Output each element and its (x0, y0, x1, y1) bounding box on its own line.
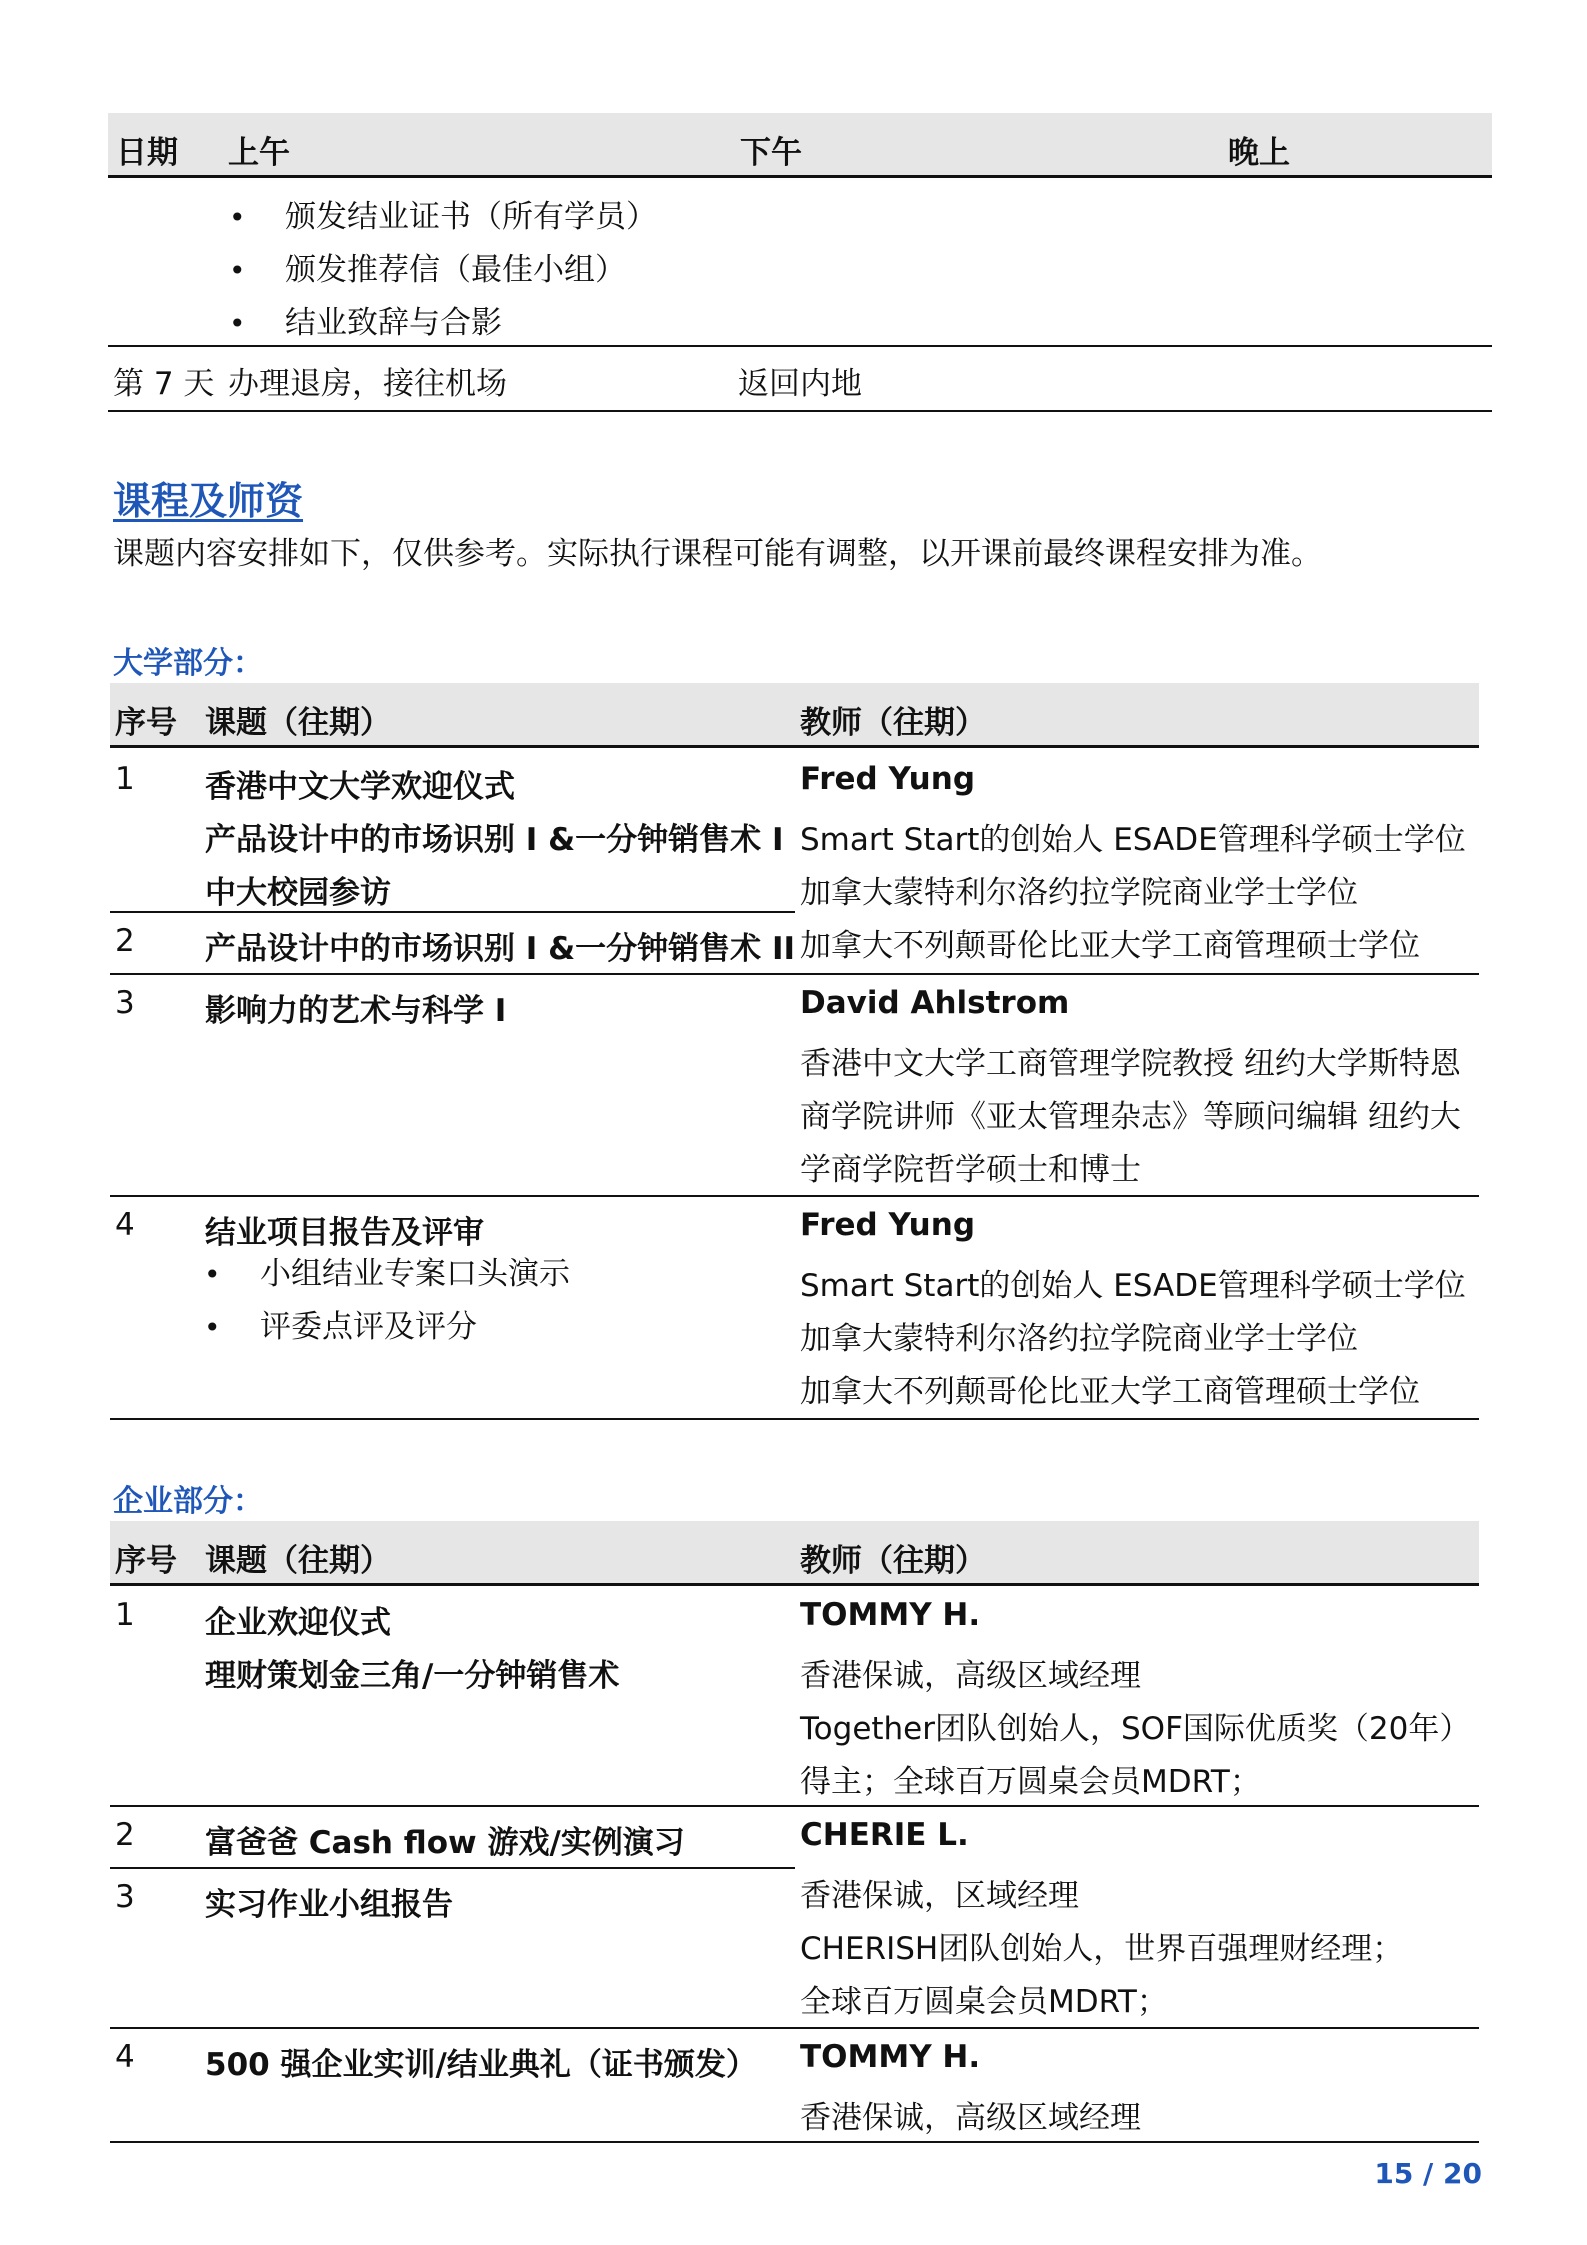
header-topic: 课题（往期） (205, 1543, 391, 1579)
header-evening: 晚上 (1228, 135, 1290, 171)
teacher-bio-line: 加拿大不列颠哥伦比亚大学工商管理硕士学位 (800, 928, 1420, 964)
list-item: • 小组结业专案口头演示 (260, 1248, 570, 1301)
teacher-bio-line: Together团队创始人，SOF国际优质奖（20年） (800, 1711, 1471, 1747)
ceremony-bullet-list (285, 191, 657, 350)
day7-date: 第 7 天 (113, 366, 215, 402)
header-no: 序号 (115, 705, 177, 741)
teacher-name: Fred Yung (800, 761, 976, 797)
topic-line: 影响力的艺术与科学 I (205, 993, 507, 1029)
schedule-row-continued (108, 178, 1492, 347)
row-number: 4 (115, 2039, 135, 2075)
day7-afternoon: 返回内地 (738, 366, 862, 402)
teacher-bio-line: CHERISH团队创始人，世界百强理财经理； (800, 1931, 1404, 1967)
teacher-name: Fred Yung (800, 1207, 976, 1243)
topic-line: 富爸爸 Cash flow 游戏/实例演习 (205, 1825, 685, 1861)
topic-line: 香港中文大学欢迎仪式 (205, 769, 515, 805)
section-title: 课程及师资 (113, 479, 304, 523)
schedule-header-row (108, 113, 1492, 178)
header-no: 序号 (115, 1543, 177, 1579)
teacher-name: TOMMY H. (800, 2039, 981, 2075)
list-item: • 颁发推荐信（最佳小组） (285, 244, 657, 297)
page-number: 15 / 20 (1374, 2157, 1482, 2190)
topic-line: 实习作业小组报告 (205, 1887, 453, 1923)
row-number: 1 (115, 761, 135, 797)
row-divider (110, 2027, 1479, 2029)
row-divider (110, 911, 795, 913)
teacher-bio-line: 香港保诚，高级区域经理 (800, 2100, 1141, 2136)
row-number: 3 (115, 1879, 135, 1915)
teacher-name: CHERIE L. (800, 1817, 969, 1853)
header-morning: 上午 (228, 135, 290, 171)
enterprise-course-table (110, 1521, 1479, 2141)
teacher-bio-line: 得主；全球百万圆桌会员MDRT； (800, 1764, 1261, 1800)
teacher-bio-line: 加拿大不列颠哥伦比亚大学工商管理硕士学位 (800, 1374, 1420, 1410)
university-header-row (110, 683, 1479, 748)
enterprise-heading: 企业部分： (113, 1484, 263, 1519)
list-item: • 结业致辞与合影 (285, 297, 657, 350)
teacher-bio-line: 学商学院哲学硕士和博士 (800, 1152, 1141, 1188)
teacher-bio-line: 香港保诚，区域经理 (800, 1878, 1079, 1914)
header-teacher: 教师（往期） (800, 705, 986, 741)
schedule-row-day7 (108, 347, 1492, 412)
teacher-bio-line: Smart Start的创始人 ESADE管理科学硕士学位 (800, 1268, 1466, 1304)
project-bullet-list (260, 1248, 570, 1354)
row-divider (110, 1805, 1479, 1807)
list-item: • 评委点评及评分 (260, 1301, 570, 1354)
teacher-bio-line: 商学院讲师《亚太管理杂志》等顾问编辑 纽约大 (800, 1099, 1461, 1135)
teacher-bio-line: 全球百万圆桌会员MDRT； (800, 1984, 1168, 2020)
row-divider (110, 1195, 1479, 1197)
schedule-table (108, 113, 1492, 412)
topic-line: 产品设计中的市场识别 I &一分钟销售术 I (205, 822, 784, 858)
row-divider (110, 973, 1479, 975)
teacher-name: David Ahlstrom (800, 985, 1070, 1021)
teacher-bio-line: 香港中文大学工商管理学院教授 纽约大学斯特恩 (800, 1046, 1461, 1082)
university-heading: 大学部分： (113, 646, 263, 681)
row-divider (110, 1867, 795, 1869)
table-bottom-border (110, 2141, 1479, 2143)
row-number: 2 (115, 923, 135, 959)
teacher-bio-line: Smart Start的创始人 ESADE管理科学硕士学位 (800, 822, 1466, 858)
row-number: 4 (115, 1207, 135, 1243)
header-date: 日期 (116, 135, 178, 171)
topic-line: 结业项目报告及评审 (205, 1215, 484, 1251)
row-number: 1 (115, 1597, 135, 1633)
section-intro: 课题内容安排如下，仅供参考。实际执行课程可能有调整，以开课前最终课程安排为准。 (113, 536, 1322, 572)
teacher-bio-line: 加拿大蒙特利尔洛约拉学院商业学士学位 (800, 1321, 1358, 1357)
table-bottom-border (110, 1418, 1479, 1420)
topic-line: 500 强企业实训/结业典礼（证书颁发） (205, 2047, 757, 2083)
teacher-name: TOMMY H. (800, 1597, 981, 1633)
list-item: • 颁发结业证书（所有学员） (285, 191, 657, 244)
row-number: 2 (115, 1817, 135, 1853)
topic-line: 产品设计中的市场识别 I &一分钟销售术 II (205, 931, 796, 967)
enterprise-header-row (110, 1521, 1479, 1586)
header-teacher: 教师（往期） (800, 1543, 986, 1579)
header-topic: 课题（往期） (205, 705, 391, 741)
header-afternoon: 下午 (740, 135, 802, 171)
university-course-table (110, 683, 1479, 1418)
teacher-bio-line: 香港保诚，高级区域经理 (800, 1658, 1141, 1694)
day7-morning: 办理退房，接往机场 (228, 366, 507, 402)
row-number: 3 (115, 985, 135, 1021)
topic-line: 中大校园参访 (205, 875, 391, 911)
teacher-bio-line: 加拿大蒙特利尔洛约拉学院商业学士学位 (800, 875, 1358, 911)
topic-line: 理财策划金三角/一分钟销售术 (205, 1658, 620, 1694)
topic-line: 企业欢迎仪式 (205, 1605, 391, 1641)
